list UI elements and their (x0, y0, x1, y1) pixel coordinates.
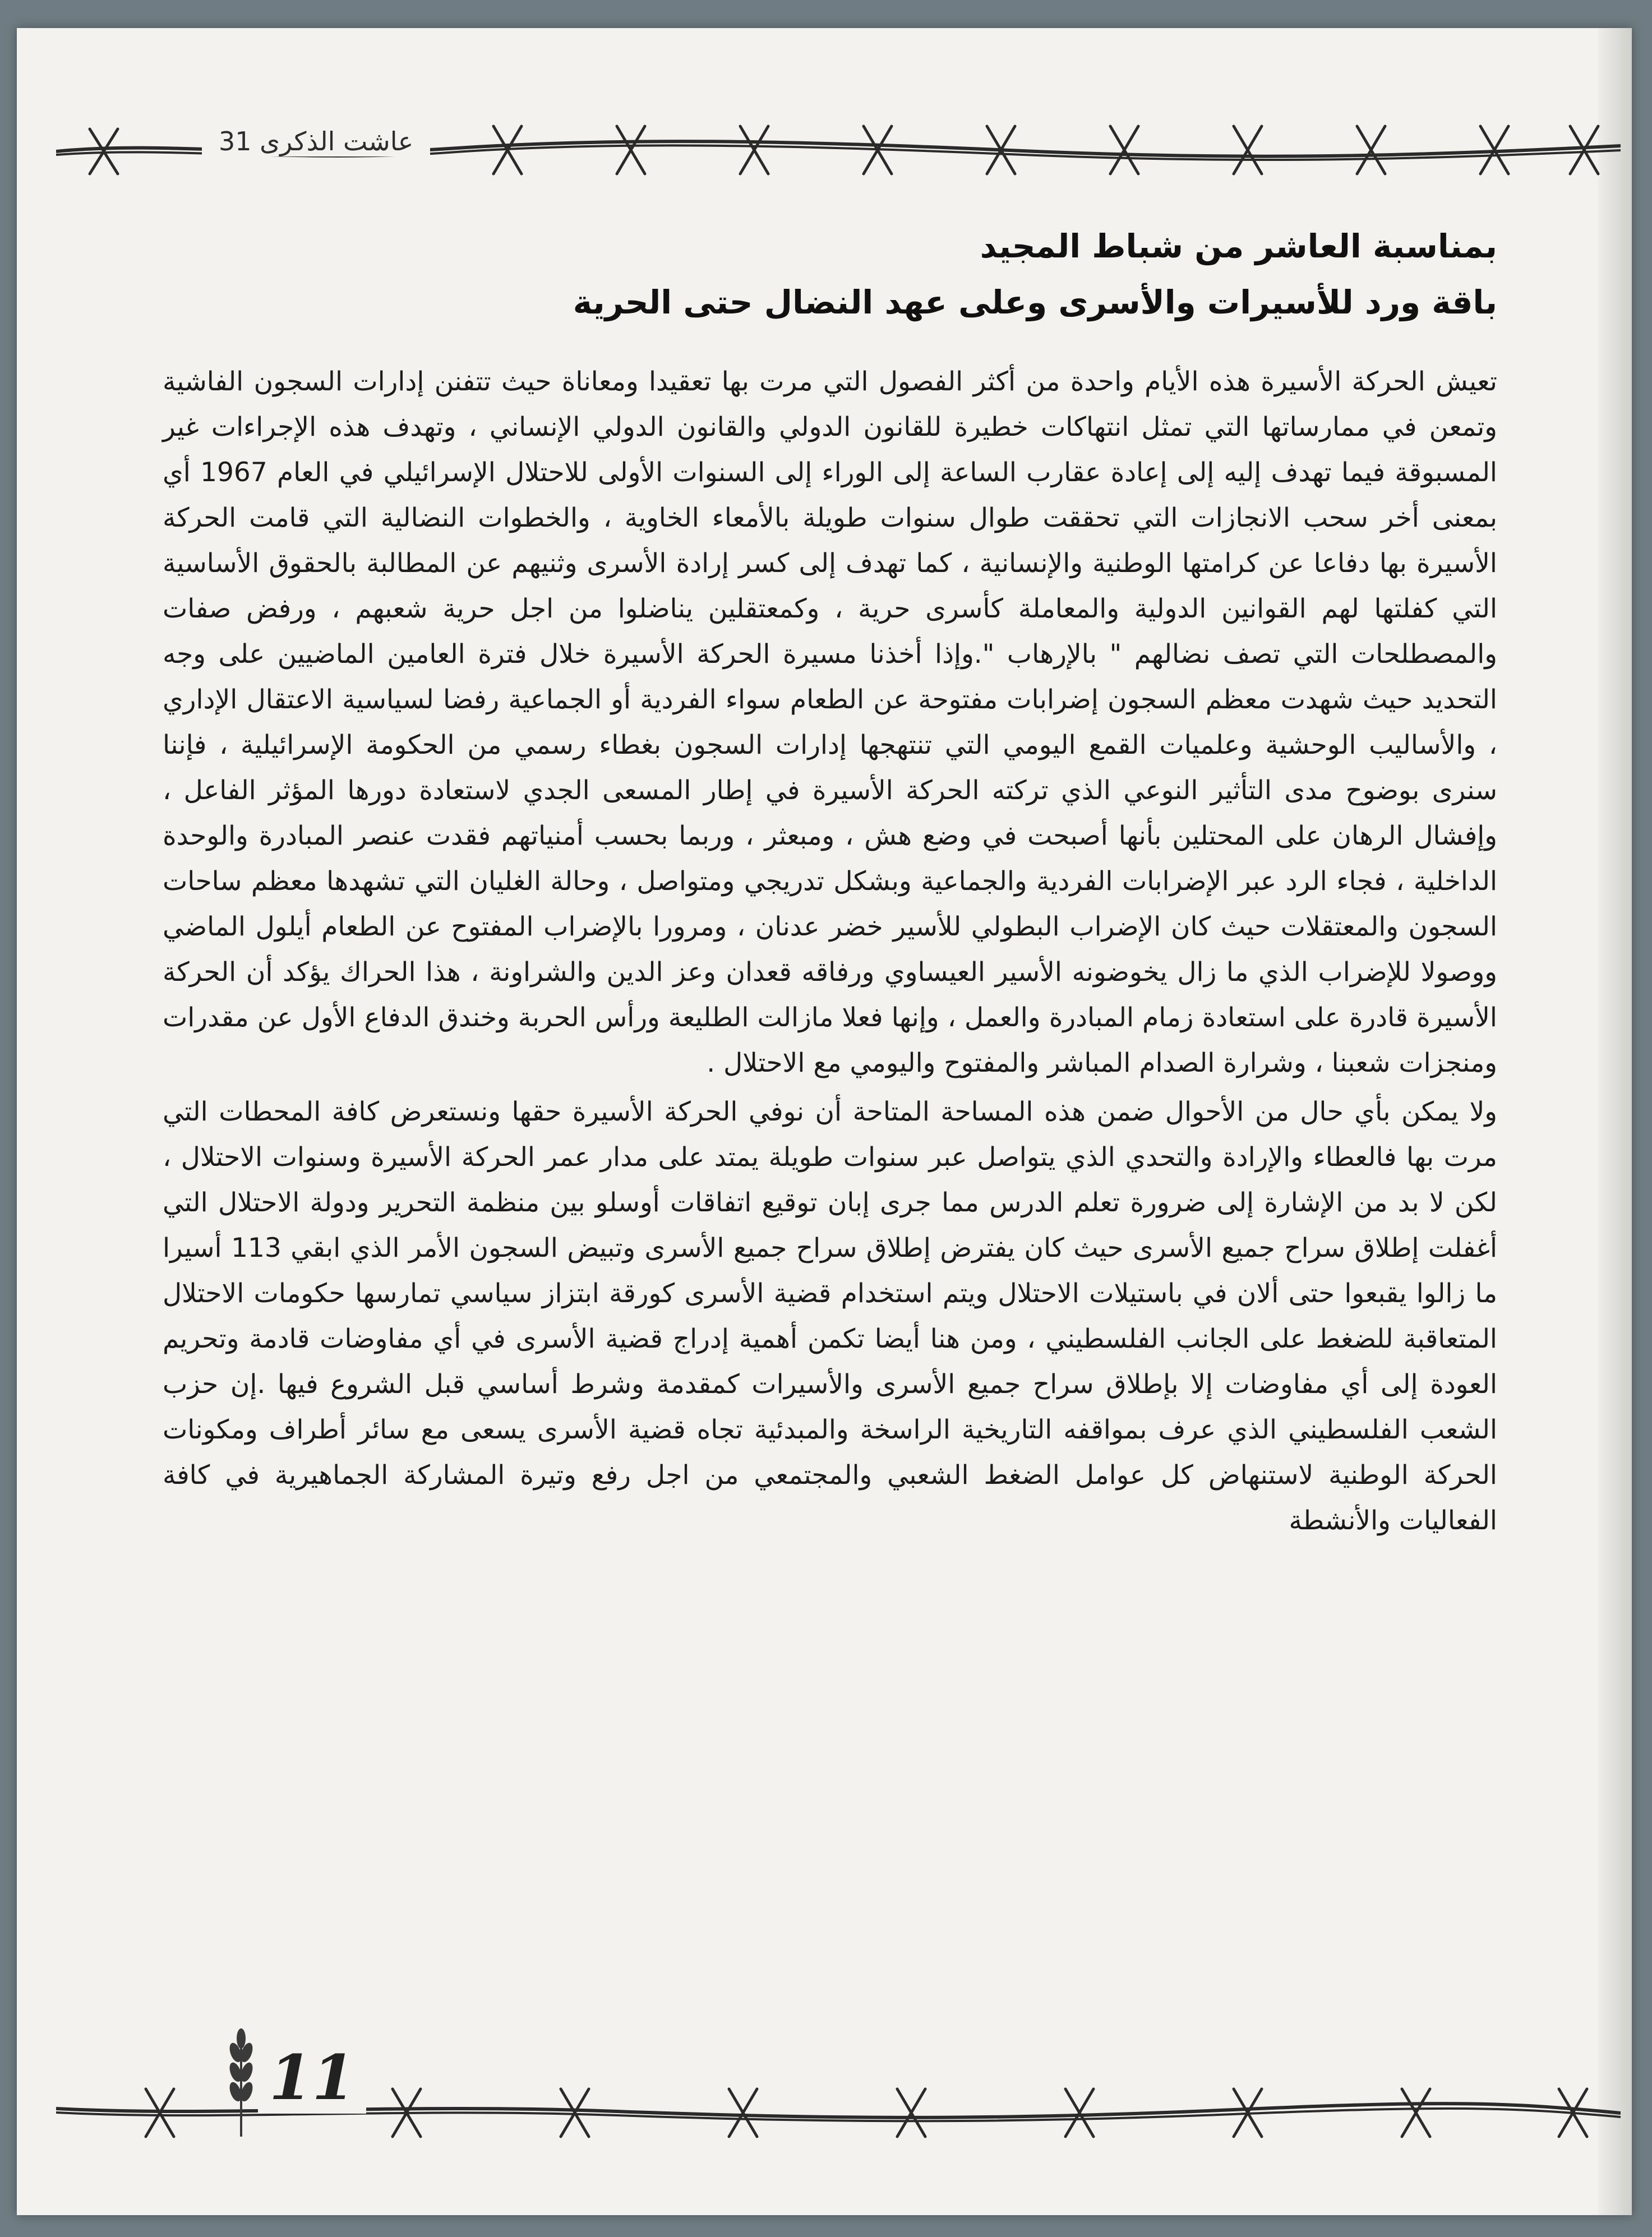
page-number: 11 (258, 2041, 366, 2114)
running-header: عاشت الذكرى 31 (202, 126, 430, 156)
article-title-line-2: باقة ورد للأسيرات والأسرى وعلى عهد النضال حتى الحرية (573, 283, 1497, 321)
article-title-line-1: بمناسبة العاشر من شباط المجيد (980, 227, 1497, 265)
wheat-icon (219, 2024, 264, 2137)
document-page (17, 28, 1632, 2215)
article-body (163, 359, 1497, 1547)
paragraph-2: ولا يمكن بأي حال من الأحوال ضمن هذه المساحة المتاحة أن نوفي الحركة الأسيرة حقها ونستعرض كافة المحطات التي مرت بها فالعطاء والإرادة والتحدي الذي يتواصل عبر سنوات طويلة يمتد على مدار عمر الحركة الأسيرة وسنوات الاحتلال ، لكن لا بد من الإشارة إلى ضرورة تعلم الدرس مما جرى إبان توقيع اتفاقات أوسلو بين منظمة التحرير ودولة الاحتلال التي أغفلت إطلاق سراح جميع الأسرى حيث كان يفترض إطلاق سراح جميع الأسرى وتبيض السجون الأمر الذي ابقي 113 أسيرا ما زالوا يقبعوا حتى ألان في باستيلات الاحتلال ويتم استخدام قضية الأسرى كورقة ابتزاز سياسي تمارسها حكومات الاحتلال المتعاقبة للضغط على الجانب الفلسطيني ، ومن هنا أيضا تكمن أهمية إدراج قضية الأسرى في أي مفاوضات قادمة وتحريم العودة إلى أي مفاوضات إلا بإطلاق سراح جميع الأسرى والأسيرات كمقدمة وشرط أساسي قبل الشروع فيها .إن حزب الشعب الفلسطيني الذي عرف بمواقفه التاريخية الراسخة والمبدئية تجاه قضية الأسرى يسعى مع سائر أطراف ومكونات الحركة الوطنية لاستنهاض كل عوامل الضغط الشعبي والمجتمعي من اجل رفع وتيرة المشاركة الجماهيرية في كافة الفعاليات والأنشطة (163, 1096, 1497, 1536)
page-edge (1598, 28, 1632, 2215)
paragraph-1: تعيش الحركة الأسيرة هذه الأيام واحدة من أكثر الفصول التي مرت بها تعقيدا ومعاناة حيث تتفنن إدارات السجون الفاشية وتمعن في ممارساتها التي تمثل انتهاكات خطيرة للقانون الدولي والقانون الدولي الإنساني ، وتهدف هذه الإجراءات غير المسبوقة فيما تهدف إليه إلى إعادة عقارب الساعة إلى الوراء إلى السنوات الأولى للاحتلال الإسرائيلي في العام 1967 أي بمعنى أخر سحب الانجازات التي تحققت طوال سنوات طويلة بالأمعاء الخاوية ، والخطوات النضالية التي قامت الحركة الأسيرة بها دفاعا عن كرامتها الوطنية والإنسانية ، كما تهدف إلى كسر إرادة الأسرى وثنيهم عن المطالبة بالحقوق الأساسية التي كفلتها لهم القوانين الدولية والمعاملة كأسرى حرية ، وكمعتقلين يناضلوا من اجل حرية شعبهم ، ورفض صفات والمصطلحات التي تصف نضالهم " بالإرهاب ".وإذا أخذنا مسيرة الحركة الأسيرة خلال فترة العامين الماضيين على وجه التحديد حيث شهدت معظم السجون إضرابات مفتوحة عن الطعام سواء الفردية أو الجماعية رفضا لسياسية الاعتقال الإداري ، والأساليب الوحشية وعلميات القمع اليومي التي تنتهجها إدارات السجون بغطاء رسمي من الحكومة الإسرائيلية ، فإننا سنرى بوضوح مدى التأثير النوعي الذي تركته الحركة الأسيرة في إطار المسعى الجدي لاستعادة دورها المؤثر الفاعل ، وإفشال الرهان على المحتلين بأنها أصبحت في وضع هش ، ومبعثر ، وربما بحسب أمنياتهم فقدت عنصر المبادرة والوحدة الداخلية ، فجاء الرد عبر الإضرابات الفردية والجماعية وبشكل تدريجي ومتواصل ، وحالة الغليان التي تشهدها معظم ساحات السجون والمعتقلات حيث كان الإضراب البطولي للأسير خضر عدنان ، ومرورا بالإضراب المفتوح عن الطعام أيلول الماضي ووصولا للإضراب الذي ما زال يخوضونه الأسير العيساوي ورفاقه قعدان وعز الدين والشراونة ، هذا الحراك يؤكد أن الحركة الأسيرة قادرة على استعادة زمام المبادرة والعمل ، وإنها فعلا مازالت الطليعة ورأس الحربة وخندق الدفاع الأول عن مقدرات ومنجزات شعبنا ، وشرارة الصدام المباشر والمفتوح واليومي مع الاحتلال . (163, 366, 1497, 1078)
